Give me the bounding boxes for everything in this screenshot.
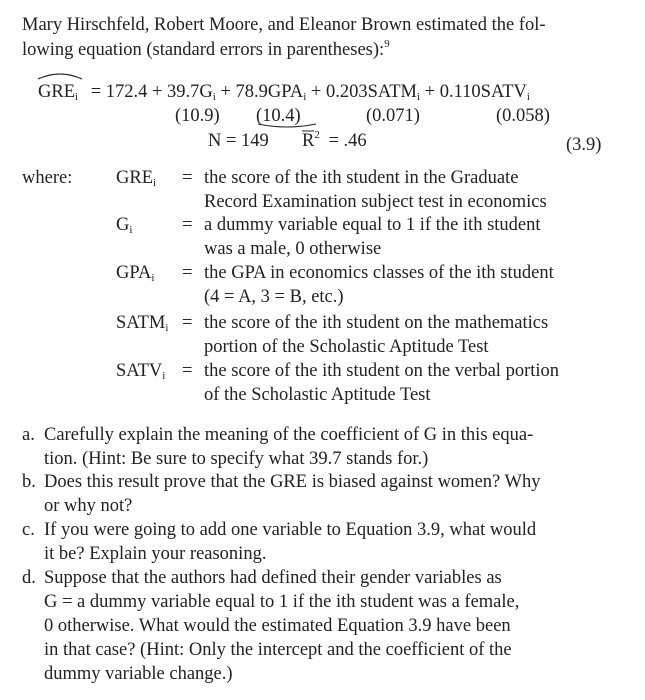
def-line: the GPA in economics classes of the ith student: [204, 263, 554, 283]
equation-lhs: GRE: [38, 82, 75, 102]
question-label: b.: [22, 472, 36, 492]
def-text: [204, 311, 624, 359]
def-line: Record Examination subject test in economics: [204, 192, 547, 212]
var-name: GPA: [116, 263, 152, 283]
var-name: GRE: [116, 168, 153, 188]
equation-term-satm: + 0.203SATM: [306, 82, 417, 102]
question-label: c.: [22, 520, 35, 540]
where-label: where:: [22, 168, 73, 188]
def-var-gpa: [116, 261, 186, 285]
definition-gpa: [0, 261, 645, 309]
definition-satv: [0, 359, 645, 407]
question-text: [44, 470, 638, 518]
var-name: SATM: [116, 313, 166, 333]
def-line: the score of the ith student on the mathematics: [204, 313, 549, 333]
definition-g: [0, 213, 645, 261]
r-squared: [302, 129, 367, 153]
question-line: dummy variable change.): [44, 664, 233, 684]
question-line: or why not?: [44, 496, 133, 516]
question-line: Suppose that the authors had defined their gender variables as: [44, 568, 502, 588]
equation-number: (3.9): [566, 135, 602, 155]
def-line: was a male, 0 otherwise: [204, 239, 382, 259]
def-var-satv: [116, 359, 186, 383]
intro-line-2: [22, 38, 390, 62]
def-line: the score of the ith student in the Graduate: [204, 168, 519, 188]
definition-satm: [0, 311, 645, 359]
se-g: (10.9): [175, 106, 220, 126]
var-sub: i: [153, 177, 157, 189]
sub-satv: i: [526, 91, 530, 103]
question-line: it be? Explain your reasoning.: [44, 544, 267, 564]
equation-lhs-sub: i: [75, 91, 79, 103]
def-line: a dummy variable equal to 1 if the ith student: [204, 215, 541, 235]
var-name: G: [116, 215, 130, 235]
sub-satm: i: [416, 91, 421, 103]
def-equals: =: [182, 263, 193, 283]
def-equals: =: [182, 168, 193, 188]
question-d: [22, 566, 622, 688]
def-equals: =: [182, 215, 193, 235]
question-line: Does this result prove that the GRE is biased against women? Why: [44, 472, 541, 492]
sub-g: i: [212, 91, 216, 103]
r-value: = .46: [328, 131, 367, 151]
def-equals: =: [182, 361, 193, 381]
question-text: [44, 423, 638, 471]
estimated-equation: [38, 80, 530, 104]
question-text: [44, 566, 638, 686]
def-var-g: [116, 213, 186, 237]
footnote-marker: 9: [384, 38, 390, 50]
question-line: tion. (Hint: Be sure to specify what 39.7 stands for.): [44, 449, 429, 469]
sample-size: N = 149: [208, 131, 269, 151]
def-var-gre: [116, 166, 186, 190]
question-line: G = a dummy variable equal to 1 if the ith student was a female,: [44, 592, 520, 612]
var-sub: i: [151, 272, 155, 284]
equation-term-satv: + 0.110SATV: [420, 82, 527, 102]
gre-hat: [38, 80, 78, 104]
question-line: 0 otherwise. What would the estimated Equation 3.9 have been: [44, 616, 511, 636]
var-sub: i: [162, 370, 166, 382]
def-line: of the Scholastic Aptitude Test: [204, 385, 431, 405]
def-text: [204, 261, 624, 309]
question-c: [22, 518, 622, 566]
sub-gpa: i: [303, 91, 307, 103]
def-text: [204, 166, 624, 214]
r-label: R: [302, 131, 315, 151]
def-line: the score of the ith student on the verbal portion: [204, 361, 560, 381]
var-name: SATV: [116, 361, 163, 381]
question-line: Carefully explain the meaning of the coefficient of G in this equa-: [44, 425, 534, 445]
intro-line-1: Mary Hirschfeld, Robert Moore, and Eleanor Brown estimated the fol-: [22, 15, 546, 35]
def-text: [204, 213, 624, 261]
def-equals: =: [182, 313, 193, 333]
def-text: [204, 359, 624, 407]
se-satm: (0.071): [366, 106, 420, 126]
question-line: If you were going to add one variable to Equation 3.9, what would: [44, 520, 537, 540]
r-sup: 2: [314, 129, 320, 141]
var-sub: i: [165, 322, 169, 334]
question-label: a.: [22, 425, 35, 445]
se-gpa: (10.4): [256, 106, 301, 126]
hat-accent-icon: [37, 71, 83, 81]
intro-line-2-text: lowing equation (standard errors in parentheses):: [22, 40, 385, 60]
def-line: portion of the Scholastic Aptitude Test: [204, 337, 489, 357]
def-line: (4 = A, 3 = B, etc.): [204, 287, 344, 307]
question-b: [22, 470, 622, 518]
se-satv: (0.058): [496, 106, 550, 126]
equation-term-g: = 172.4 + 39.7G: [90, 82, 213, 102]
r-bar: [302, 129, 314, 153]
question-label: d.: [22, 568, 36, 588]
question-line: in that case? (Hint: Only the intercept and the coefficient of the: [44, 640, 512, 660]
question-text: [44, 518, 638, 566]
question-a: [22, 423, 622, 471]
var-sub: i: [129, 224, 133, 236]
equation-term-gpa: + 78.9GPA: [215, 82, 304, 102]
definition-gre: [0, 166, 645, 214]
overbar-icon: [302, 130, 314, 133]
def-var-satm: [116, 311, 186, 335]
